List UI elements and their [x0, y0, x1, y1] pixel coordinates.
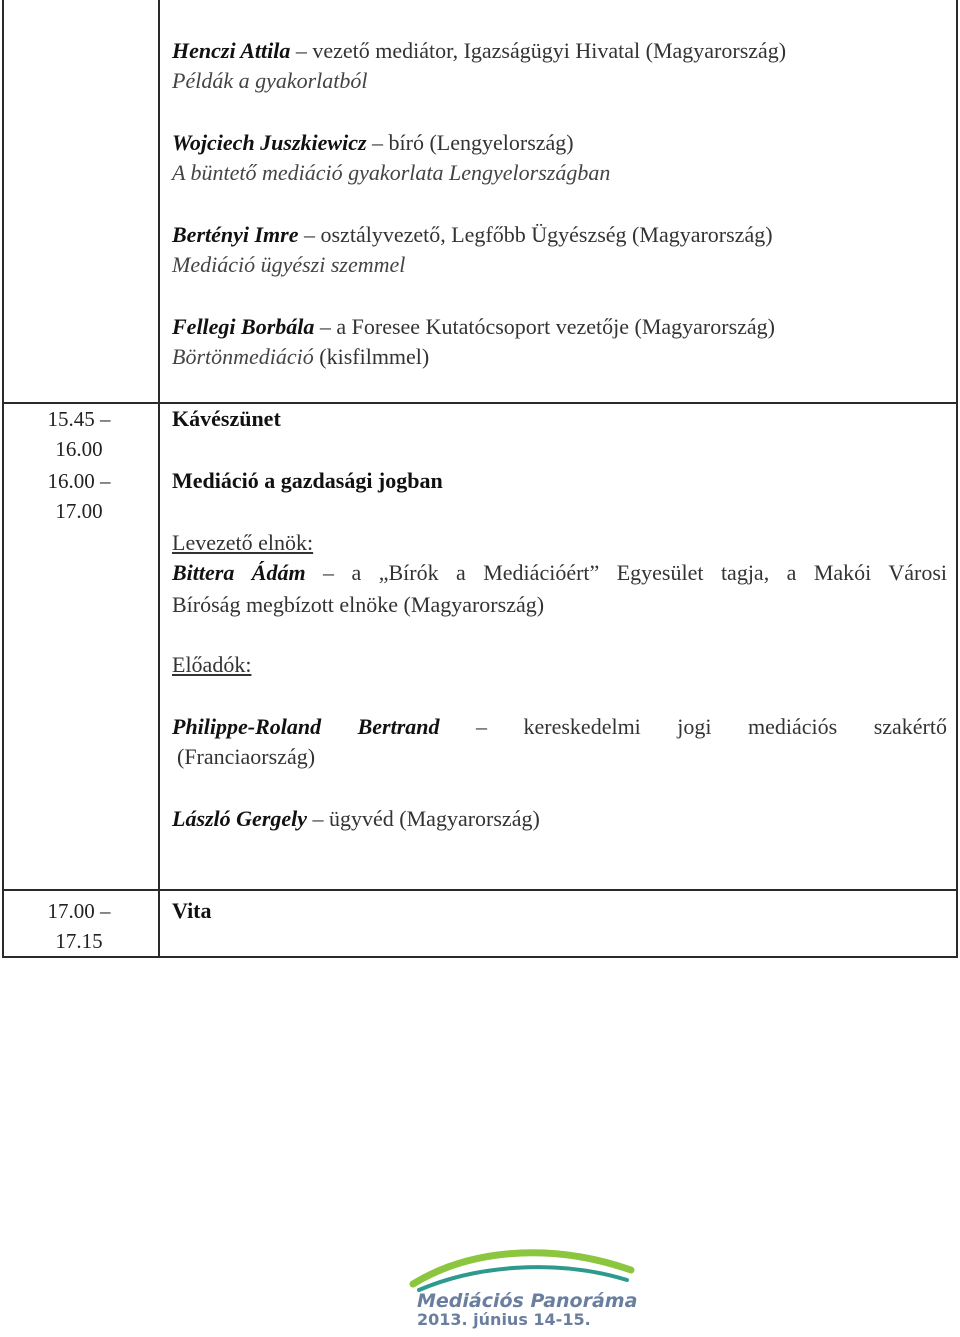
logo-date: 2013. június 14-15. [417, 1310, 591, 1329]
speaker-name: Philippe-Roland Bertrand [172, 714, 440, 739]
speaker-line [172, 804, 540, 834]
speaker-role-cont: (Franciaország) [177, 744, 316, 769]
speaker-role: – a Foresee Kutatócsoport vezetője (Magyarország) [314, 314, 775, 339]
talk-title: Példák a gyakorlatból [172, 68, 368, 93]
chair-role-cont: Bíróság megbízott elnöke (Magyarország) [172, 592, 545, 617]
speaker-name: Wojciech Juszkiewicz [172, 130, 367, 155]
speaker-role: – vezető mediátor, Igazságügyi Hivatal (Magyarország) [290, 38, 787, 63]
break-label: Kávészünet [172, 406, 281, 431]
speakers-label: Előadók: [172, 652, 252, 677]
talk-title-extra: (kisfilmmel) [313, 344, 430, 369]
talk-title-main: Börtönmediáció [172, 344, 314, 369]
speaker-line [172, 712, 947, 742]
logo-title: Mediációs Panoráma [417, 1290, 638, 1312]
time-start: 15.45 – [47, 407, 111, 431]
speaker-role: – kereskedelmi jogi mediációs szakértő [439, 714, 947, 739]
session-title: Mediáció a gazdasági jogban [172, 468, 443, 493]
speaker-name: László Gergely [172, 806, 308, 831]
speaker-line [172, 220, 773, 250]
debate-label: Vita [172, 898, 212, 923]
speaker-line [172, 312, 775, 342]
speaker-role: – ügyvéd (Magyarország) [307, 806, 540, 831]
talk-title: A büntető mediáció gyakorlata Lengyelországban [172, 160, 611, 185]
speaker-name: Fellegi Borbála [172, 314, 315, 339]
chair-name: Bittera Ádám [172, 560, 306, 585]
talk-title [172, 342, 429, 372]
row-divider-debate [2, 889, 958, 891]
talk-title: Mediáció ügyészi szemmel [172, 252, 406, 277]
chair-role: – a „Bírók a Mediációért” Egyesület tagja, a Makói Városi [305, 560, 948, 585]
speaker-line [172, 128, 574, 158]
time-end: 17.15 [55, 929, 103, 953]
speaker-role: – osztályvezető, Legfőbb Ügyészség (Magyarország) [298, 222, 773, 247]
time-end: 16.00 [55, 437, 103, 461]
time-start: 17.00 – [47, 899, 111, 923]
chair-label: Levezető elnök: [172, 530, 314, 555]
speaker-name: Henczi Attila [172, 38, 291, 63]
speaker-line [172, 36, 786, 66]
speaker-role: – bíró (Lengyelország) [366, 130, 574, 155]
column-divider [158, 0, 160, 958]
chair-line [172, 558, 947, 588]
speaker-name: Bertényi Imre [172, 222, 299, 247]
time-end: 17.00 [55, 499, 103, 523]
time-start: 16.00 – [47, 469, 111, 493]
